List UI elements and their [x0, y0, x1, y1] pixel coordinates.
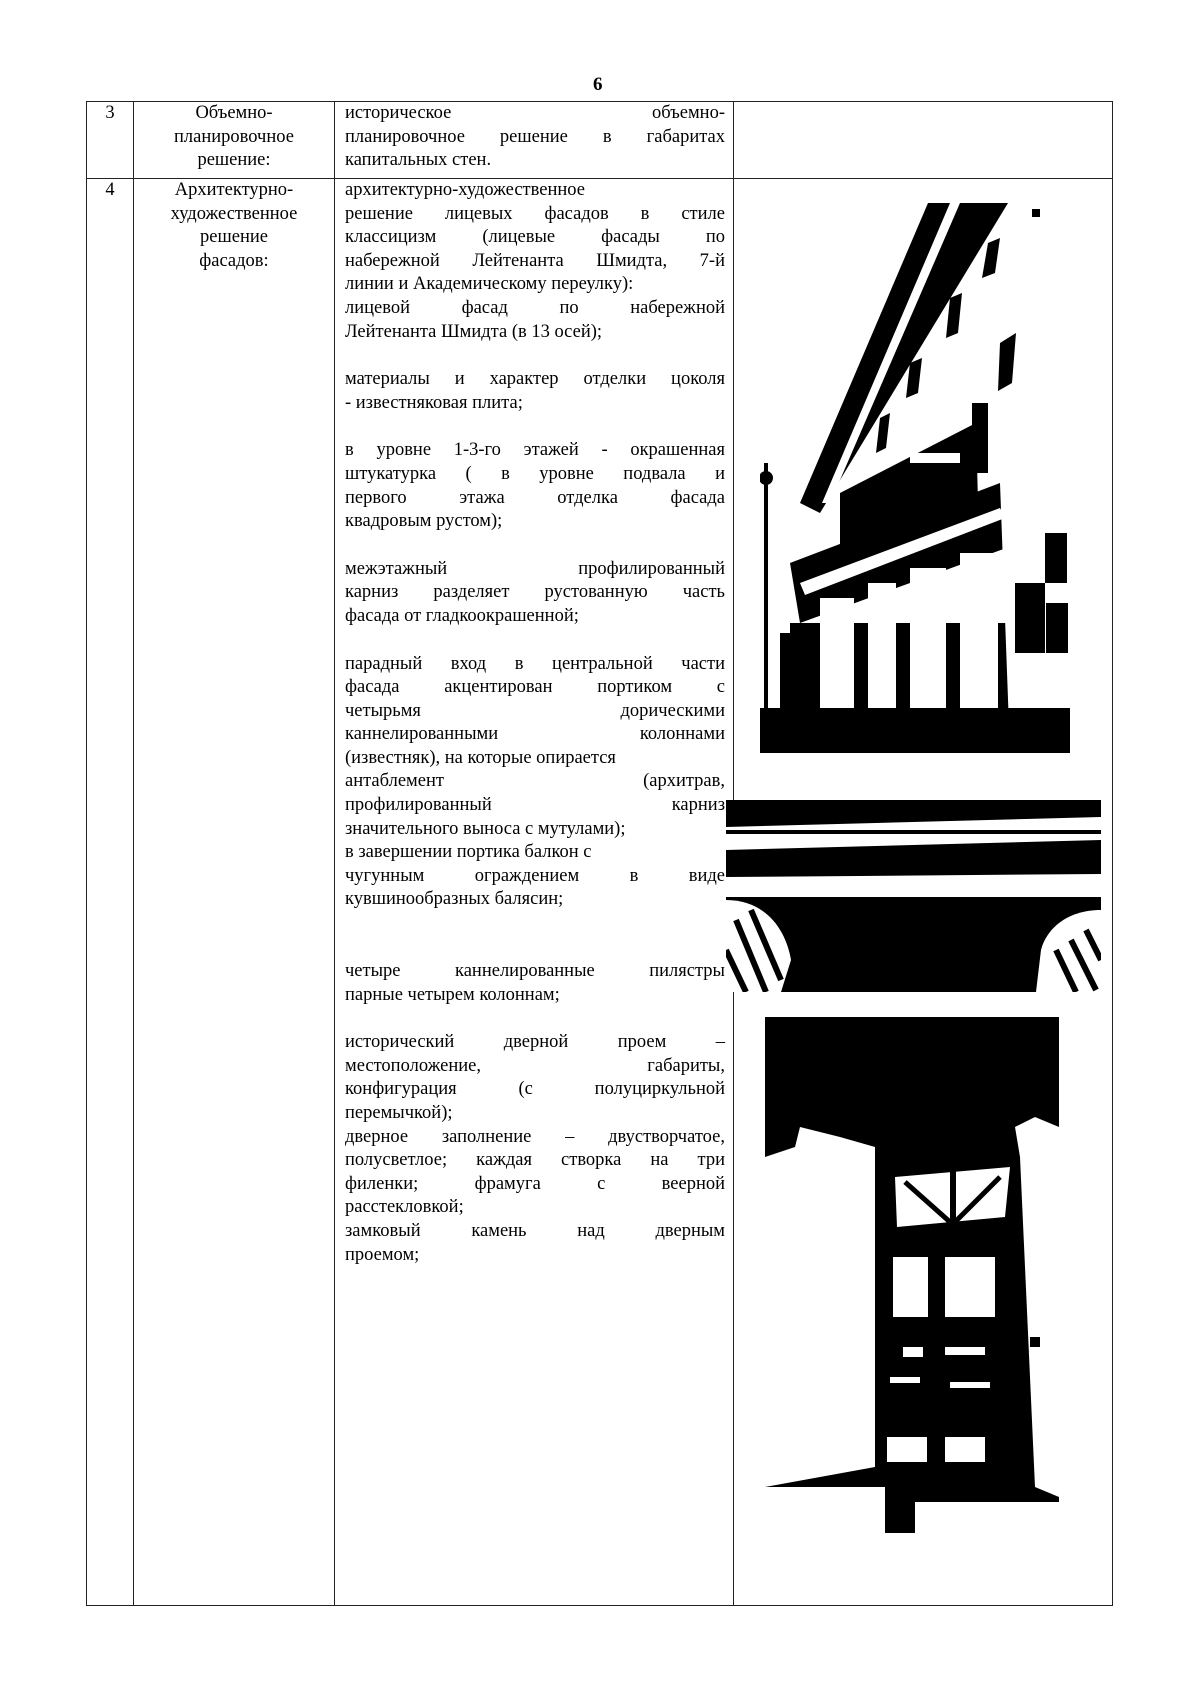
desc-line: историческое объемно-	[345, 103, 725, 123]
desc-line: проемом;	[345, 1244, 420, 1265]
desc-line: штукатурка ( в уровне подвала и	[345, 463, 725, 484]
desc-line: перемычкой);	[345, 1103, 453, 1123]
desc-line: кувшинообразных балясин;	[345, 889, 564, 910]
arched-doorway-photo	[765, 1017, 1059, 1533]
feature-name	[134, 179, 335, 1606]
feature-description	[335, 179, 734, 1606]
desc-line: набережной Лейтенанта Шмидта, 7-й	[345, 250, 725, 271]
feature-description	[335, 102, 734, 179]
desc-line: лицевой фасад по набережной	[345, 297, 725, 318]
desc-line: чугунным ограждением в виде	[345, 865, 725, 886]
feature-name-line: решение:	[197, 150, 271, 171]
desc-line: материалы и характер отделки цоколя	[345, 369, 725, 390]
desc-line: планировочное решение в габаритах	[345, 126, 725, 147]
feature-name	[134, 102, 335, 179]
desc-line: - известняковая плита;	[345, 392, 523, 413]
desc-line: решение лицевых фасадов в стиле	[345, 203, 725, 224]
desc-line: местоположение, габариты,	[345, 1055, 725, 1076]
desc-line: линии и Академическому переулку):	[345, 274, 634, 295]
feature-name-line: планировочное	[174, 126, 294, 147]
desc-line: парные четырем колоннам;	[345, 984, 560, 1005]
desc-line: (известняк), на которые опирается	[345, 747, 616, 768]
desc-line: Лейтенанта Шмидта (в 13 осей);	[345, 321, 603, 342]
feature-name-line: Объемно-	[195, 103, 273, 123]
desc-line: классицизм (лицевые фасады по	[345, 227, 725, 248]
entablature-detail-photo	[726, 800, 1101, 992]
feature-name-line: решение	[200, 227, 268, 248]
desc-line: парадный вход в центральной части	[345, 653, 725, 674]
desc-line: исторический дверной проем –	[345, 1032, 725, 1053]
desc-line: карниз разделяет рустованную часть	[345, 582, 725, 603]
desc-line: замковый камень над дверным	[345, 1220, 725, 1241]
desc-line: значительного выноса с мутулами);	[345, 818, 626, 839]
desc-line: профилированный карниз	[345, 795, 725, 816]
row-number: 3	[87, 102, 134, 179]
desc-line: каннелированными колоннами	[345, 724, 725, 745]
desc-line: четырьмя дорическими	[345, 700, 725, 721]
feature-name-line: Архитектурно-	[174, 180, 294, 200]
desc-line: межэтажный профилированный	[345, 558, 725, 579]
desc-line: квадровым рустом);	[345, 511, 503, 532]
photo-cell	[734, 102, 1113, 179]
desc-line: антаблемент (архитрав,	[345, 771, 725, 792]
feature-name-line: фасадов:	[199, 250, 269, 271]
facade-with-portico-photo	[760, 203, 1070, 753]
desc-line: капитальных стен.	[345, 150, 492, 171]
desc-line: расстекловкой;	[345, 1197, 464, 1218]
desc-line: в завершении портика балкон с	[345, 842, 592, 863]
desc-line: конфигурация (с полуциркульной	[345, 1079, 725, 1100]
row-number: 4	[87, 179, 134, 1606]
feature-name-line: художественное	[170, 203, 298, 224]
desc-line: фасада от гладкоокрашенной;	[345, 605, 579, 626]
desc-line: архитектурно-художественное	[345, 180, 585, 200]
desc-line: филенки; фрамуга с веерной	[345, 1173, 725, 1194]
desc-line: первого этажа отделка фасада	[345, 487, 725, 508]
desc-line: четыре каннелированные пилястры	[345, 961, 725, 982]
desc-line: в уровне 1-3-го этажей - окрашенная	[345, 440, 725, 461]
desc-line: дверное заполнение – двустворчатое,	[345, 1126, 725, 1147]
desc-line: фасада акцентирован портиком с	[345, 677, 725, 698]
desc-line: полусветлое; каждая створка на три	[345, 1150, 725, 1171]
table-row-3	[87, 102, 1113, 179]
